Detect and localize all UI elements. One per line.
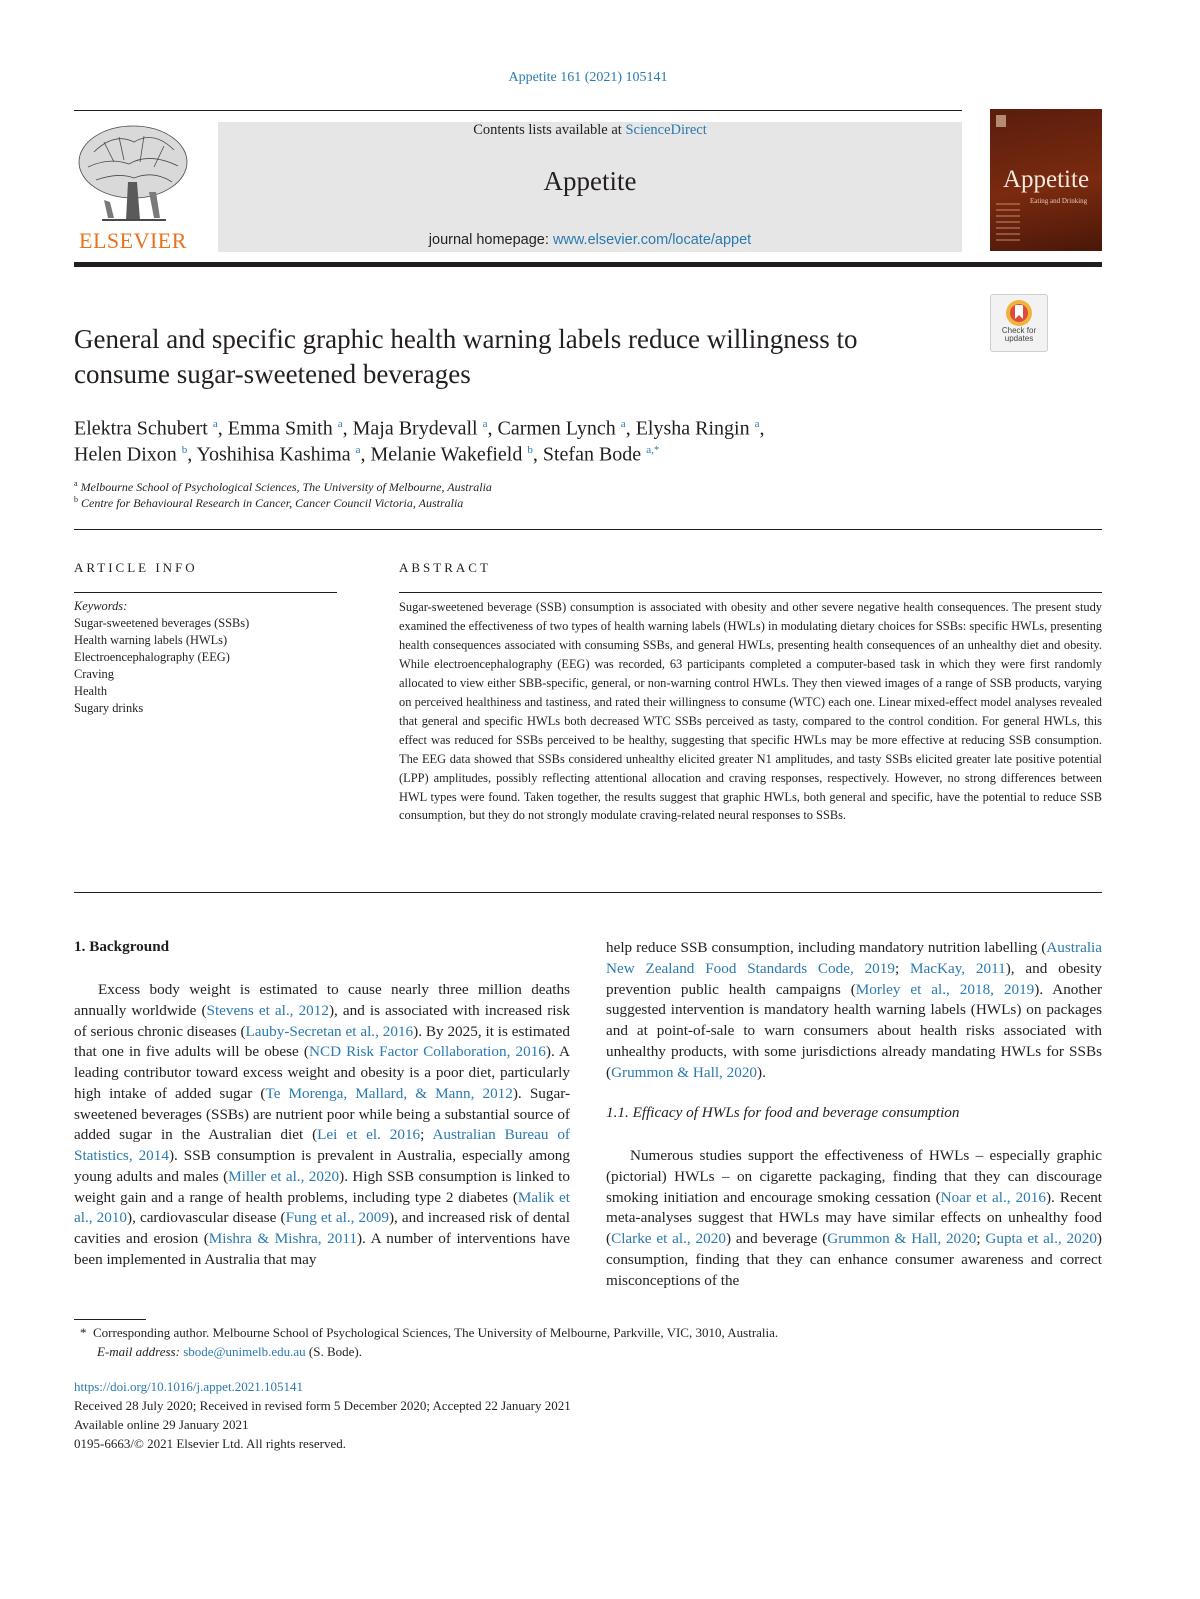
paragraph-text: ). A leading contributor toward excess weight and obesity is a poor diet, particularly high intake of added sugar ( [74, 1043, 570, 1102]
citation-link[interactable]: Gupta et al., 2020 [985, 1230, 1097, 1247]
author-affil-sup[interactable]: a [212, 418, 218, 430]
copyright-line: 0195-6663/© 2021 Elsevier Ltd. All rights reserved. [74, 1436, 346, 1451]
homepage-link[interactable]: www.elsevier.com/locate/appet [552, 232, 752, 248]
body-paragraph-left [74, 980, 570, 1271]
article-info-heading: ARTICLE INFO [74, 560, 198, 575]
paragraph-text: ; [420, 1126, 433, 1144]
author-name[interactable]: Maja Brydevall [352, 417, 478, 440]
footnote-star: * [80, 1325, 87, 1340]
citation-link[interactable]: Australia New Zealand Food Standards Code, 2019 [606, 939, 1102, 977]
paragraph-text: help reduce SSB consumption, including mandatory nutrition labelling ( [606, 939, 1047, 956]
footnote-rule [74, 1319, 146, 1320]
citation-link[interactable]: Morley et al., 2018, 2019 [855, 980, 1035, 998]
abstract-text: Sugar-sweetened beverage (SSB) consumption is associated with obesity and other severe negative health consequences. The present study examined the effectiveness of two types of health warning labels (HWLs) in modulating dietary choices for SSBs: specific HWLs, presenting health consequences associated with consuming SSBs, and general HWLs, presenting health consequences of an unhealthy diet and obesity. While electroencephalography (EEG) was recorded, 63 participants completed a computer-based task in which they were first randomly allocated to view either SBB-specific, general, or non-warning control HWLs. They then viewed images of a range of SSB products, varying on perceived healthiness and tastiness, and rated their willingness to consume (WTC) each one. Linear mixed-effect model analyses revealed that general and specific HWLs both decreased WTC SSBs perceived as tasty, compared to the control condition. For general HWLs, this effect was reduced for SSBs perceived to be healthy, suggesting that specific HWLs may be more effective at reducing SSB consumption. The EEG data showed that SSBs considered unhealthy elicited greater N1 amplitudes, and tasty SSBs elicited greater late positive potential (LPP) amplitudes, possibly reflecting attentional allocation and craving responses, respectively. However, no strong differences between HWL types were found. Taken together, the results suggest that graphic HWLs, both general and specific, have the potential to reduce SSB consumption, but they do not strongly modulate craving-related neural responses to SSBs. [399, 600, 1102, 823]
author-affil-sup[interactable]: a [754, 418, 760, 430]
contents-line [218, 122, 962, 139]
author-affil-sup[interactable]: b [181, 444, 188, 456]
paragraph-text: ). A number of interventions have been implemented in Australia that may [74, 1230, 570, 1268]
author-name[interactable]: Elektra Schubert [74, 417, 208, 440]
citation-link[interactable]: Lei et el. 2016 [317, 1126, 421, 1144]
doi-link[interactable]: https://doi.org/10.1016/j.appet.2021.105141 [74, 1379, 304, 1394]
citation-link[interactable]: Malik et al., 2010 [74, 1188, 570, 1227]
article-info-rule [74, 592, 337, 593]
abstract-end-rule [74, 892, 1102, 893]
author-name[interactable]: Emma Smith [227, 417, 333, 440]
paragraph-text: ). [757, 1063, 766, 1081]
body-paragraph-right-2 [606, 1146, 1102, 1291]
header-thick-rule [74, 262, 1102, 267]
email-suffix: (S. Bode). [305, 1344, 362, 1359]
title-line-1: General and specific graphic health warning labels reduce willingness to [74, 324, 858, 354]
author-affil-sup[interactable]: a [482, 418, 488, 430]
check-for-updates-label: Check for updates [1001, 326, 1037, 343]
citation-link[interactable]: NCD Risk Factor Collaboration, 2016 [308, 1043, 546, 1061]
citation-link[interactable]: Lauby-Secretan et al., 2016 [245, 1022, 414, 1040]
article-title [74, 322, 974, 392]
paragraph-text: ) and beverage ( [725, 1230, 828, 1247]
citation-link[interactable]: Grummon & Hall, 2020 [827, 1230, 977, 1247]
abstract-heading: ABSTRACT [399, 560, 491, 575]
section-heading-background: 1. Background [74, 938, 170, 955]
journal-title: Appetite [543, 166, 637, 196]
title-line-2: consume sugar-sweetened beverages [74, 359, 471, 389]
keyword-item: Craving [74, 667, 114, 681]
author-name[interactable]: Melanie Wakefield [370, 443, 523, 466]
crossmark-icon [991, 295, 1047, 329]
paragraph-text: ; [976, 1230, 986, 1247]
sciencedirect-link[interactable]: ScienceDirect [625, 122, 707, 138]
corresponding-author-footnote [80, 1323, 778, 1342]
paragraph-text: ). Sugar-sweetened beverages (SSBs) are nutrient poor while being a substantial source of added sugar in the Australian diet ( [74, 1084, 570, 1144]
journal-citation[interactable]: Appetite 161 (2021) 105141 [508, 70, 668, 85]
subsection-heading-efficacy: 1.1. Efficacy of HWLs for food and beverage consumption [606, 1104, 960, 1121]
publication-info [74, 1377, 571, 1453]
author-name[interactable]: Helen Dixon [74, 443, 177, 466]
paragraph-text: ). By 2025, it is estimated that one in five adults will be obese ( [74, 1022, 571, 1061]
keyword-item: Electroencephalography (EEG) [74, 650, 230, 664]
citation-link[interactable]: Australian Bureau of Statistics, 2014 [74, 1126, 570, 1164]
affiliation-b [74, 495, 463, 511]
affiliation-a [74, 479, 492, 495]
homepage-prefix: journal homepage: [428, 232, 553, 248]
author-affil-sup[interactable]: a [337, 418, 343, 430]
paragraph-text: ), cardiovascular disease ( [127, 1209, 286, 1227]
authors-line-2: Helen Dixon $^b$, Yoshihisa Kashima $^a$, Melanie Wakefield $^b$, Stefan Bode $^{a,*}$ [74, 443, 660, 466]
affiliation-sup: b [74, 495, 78, 504]
paragraph-text: ). SSB consumption is prevalent in Australia, especially among young adults and males ( [74, 1147, 570, 1185]
cover-title: Appetite [1002, 166, 1090, 193]
author-affil-sup[interactable]: b [527, 444, 533, 456]
author-name[interactable]: Carmen Lynch [497, 417, 616, 440]
email-link[interactable]: sbode@unimelb.edu.au [183, 1344, 306, 1359]
email-label: E-mail address: [97, 1344, 180, 1359]
citation-link[interactable]: Clarke et al., 2020 [611, 1230, 726, 1247]
paragraph-text: ). High SSB consumption is linked to weight gain and a range of health problems, including type 2 diabetes ( [74, 1167, 570, 1206]
keyword-item: Sugar-sweetened beverages (SSBs) [74, 616, 250, 630]
paragraph-text: ), and increased risk of dental cavities and erosion ( [74, 1209, 570, 1247]
citation-link[interactable]: Mishra & Mishra, 2011 [208, 1230, 357, 1247]
author-affil-sup[interactable]: a [620, 418, 626, 430]
author-affil-sup[interactable]: a,* [646, 444, 660, 456]
citation-link[interactable]: Stevens et al., 2012 [206, 1001, 329, 1019]
paragraph-text: ), and is associated with increased risk of serious chronic diseases ( [74, 1001, 570, 1040]
keyword-item: Health warning labels (HWLs) [74, 633, 228, 647]
available-online: Available online 29 January 2021 [74, 1417, 249, 1432]
citation-link[interactable]: MacKay, 2011 [910, 959, 1006, 977]
citation-link[interactable]: Noar et al., 2016 [940, 1188, 1046, 1206]
affiliation-text: Melbourne School of Psychological Sciences, The University of Melbourne, Australia [80, 480, 492, 494]
cover-subtitle: Eating and Drinking [1030, 197, 1088, 205]
paragraph-text: ; [894, 959, 910, 977]
received-dates: Received 28 July 2020; Received in revised form 5 December 2020; Accepted 22 January 2021 [74, 1398, 571, 1413]
corresponding-author-text: Corresponding author. Melbourne School of Psychological Sciences, The University of Melbourne, Parkville, VIC, 3010, Australia. [93, 1325, 779, 1340]
affiliation-text: Centre for Behavioural Research in Cancer, Cancer Council Victoria, Australia [81, 496, 464, 510]
author-name[interactable]: Stefan Bode [542, 443, 642, 466]
citation-link[interactable]: Te Morenga, Mallard, & Mann, 2012 [265, 1084, 513, 1102]
paragraph-text: ). Another suggested intervention is mandatory health warning labels (HWLs) on packages and at point-of-sale to warn consumers about health risks associated with unhealthy products, with some jurisdictions already mandating HWLs for SSBs ( [606, 980, 1102, 1081]
homepage-line [218, 232, 962, 248]
paragraph-text: ). Recent meta-analyses suggest that HWLs may have similar effects on unhealthy food ( [606, 1188, 1103, 1247]
contents-prefix: Contents lists available at [473, 122, 626, 138]
author-name[interactable]: Elysha Ringin [635, 417, 750, 440]
paragraph-text: ) consumption, finding that they can enhance consumer awareness and correct misconceptions of the [606, 1230, 1102, 1289]
author-affil-sup[interactable]: a [355, 444, 361, 456]
abstract-rule [399, 592, 1102, 593]
citation-link[interactable]: Grummon & Hall, 2020 [611, 1063, 758, 1081]
keyword-item: Sugary drinks [74, 701, 144, 715]
author-name[interactable]: Yoshihisa Kashima [196, 443, 351, 466]
citation-link[interactable]: Fung et al., 2009 [285, 1209, 389, 1227]
keywords-block [74, 598, 337, 717]
affiliation-sup: a [74, 479, 78, 488]
paragraph-text: Excess body weight is estimated to cause nearly three million deaths annually worldwide ( [74, 981, 570, 1019]
check-for-updates-button[interactable] [990, 294, 1048, 352]
paragraph-text: Numerous studies support the effectiveness of HWLs – especially graphic (pictorial) HWLs – on cigarette packaging, finding that they can discourage smoking initiation and encourage smoking cessation ( [606, 1147, 1102, 1206]
citation-link[interactable]: Miller et al., 2020 [228, 1167, 340, 1185]
header-top-rule [74, 110, 962, 111]
keyword-item: Health [74, 684, 108, 698]
body-paragraph-right-1 [606, 938, 1102, 1083]
email-footnote [97, 1342, 362, 1361]
affiliation-rule [74, 529, 1102, 530]
keywords-label: Keywords: [74, 599, 128, 613]
authors-line-1: Elektra Schubert $^a$, Emma Smith $^a$, Maja Brydevall $^a$, Carmen Lynch $^a$, Elysha Ringin $^a$, [74, 417, 765, 440]
elsevier-wordmark[interactable]: ELSEVIER [79, 228, 187, 253]
paragraph-text: ), and obesity prevention public health campaigns ( [606, 959, 1102, 998]
